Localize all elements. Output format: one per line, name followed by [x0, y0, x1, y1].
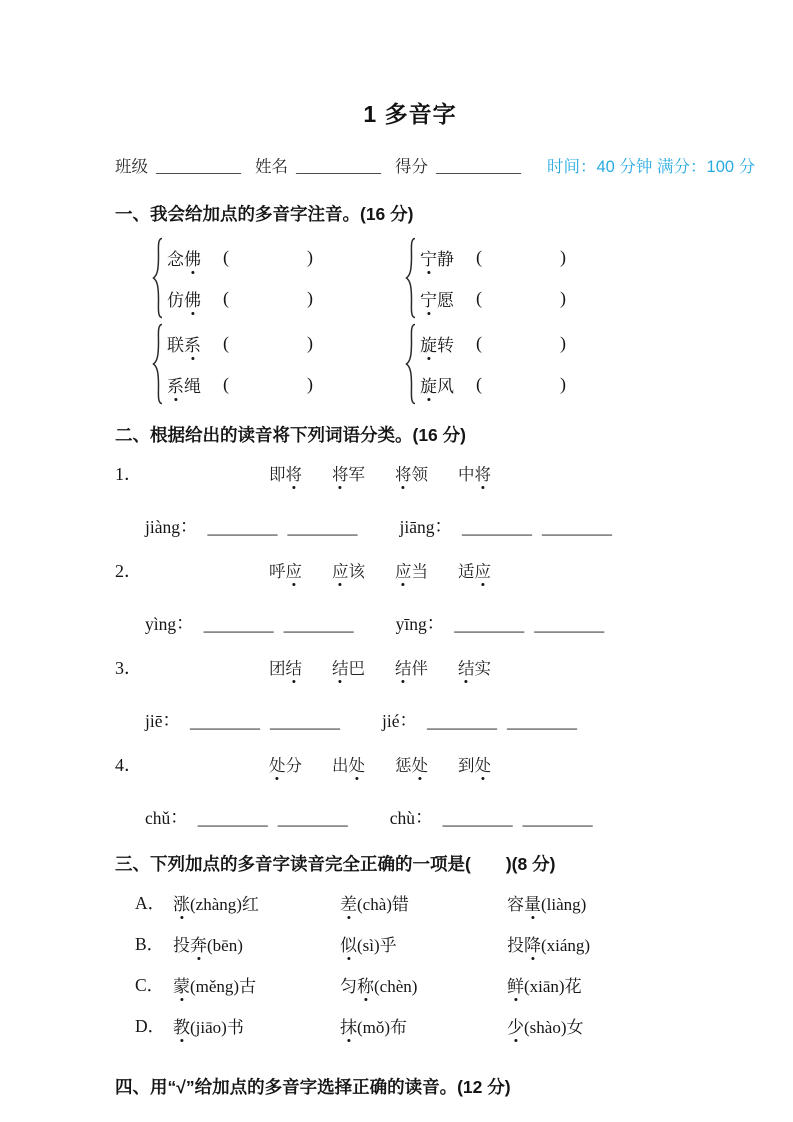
answer-blank: ________ [207, 517, 278, 537]
option-row-c [135, 964, 705, 1005]
dotted-char: 结 [458, 655, 475, 679]
option-item: 少(shào)女 [507, 1013, 583, 1038]
dotted-char: 宁 [420, 245, 437, 270]
dotted-char: 结 [286, 655, 303, 679]
answer-blank: ________ [534, 614, 605, 634]
pair-group [151, 236, 404, 320]
option-item: 涨(zhàng)红 [173, 890, 340, 915]
dotted-char: 系 [167, 372, 184, 397]
answer-paren-open: ( [476, 288, 482, 308]
colon: ： [415, 807, 433, 827]
item-number: 4． [115, 755, 142, 775]
dotted-char: 涨 [173, 890, 190, 915]
dotted-char: 佛 [184, 286, 201, 311]
pair-group [404, 322, 705, 406]
word-pair-row [420, 237, 566, 278]
option-row-d [135, 1005, 705, 1046]
word: 系绳 [167, 372, 223, 397]
answer-blank: ________ [270, 711, 340, 731]
brace-icon [404, 237, 418, 319]
word-pair-row [420, 323, 566, 364]
word-pair-row [167, 237, 313, 278]
pinyin-note: (chèn) [374, 977, 418, 996]
colon: ： [426, 613, 445, 633]
colon: ： [176, 613, 194, 633]
dotted-char: 差 [340, 890, 357, 915]
dotted-char: 蒙 [173, 972, 190, 997]
page-title: 1 多音字 [363, 101, 457, 127]
pinyin-label: jiàng [145, 517, 180, 537]
word: 应当 [395, 558, 428, 582]
word: 仿佛 [167, 286, 223, 311]
dotted-char: 应 [475, 558, 492, 582]
dotted-char: 应 [332, 558, 349, 582]
pinyin-answer-row [145, 804, 705, 829]
dotted-char: 应 [395, 558, 412, 582]
pair-group [151, 322, 404, 406]
colon: ： [170, 807, 188, 827]
pinyin-label: jié [382, 711, 400, 731]
dotted-char: 将 [395, 461, 412, 485]
option-item: 投降(xiáng) [507, 931, 590, 956]
dotted-char: 将 [475, 461, 492, 485]
pair-group [404, 236, 705, 320]
word: 念佛 [167, 245, 223, 270]
dotted-char: 处 [349, 752, 366, 776]
dotted-char: 将 [332, 461, 349, 485]
pinyin-note: (chà) [357, 895, 392, 914]
word: 到处 [458, 752, 491, 776]
pinyin-note: (zhàng) [190, 895, 242, 914]
answer-blank: ________ [462, 517, 532, 537]
dotted-char: 降 [524, 931, 541, 956]
answer-blank: ________ [277, 808, 348, 828]
class-blank: __________ [156, 157, 241, 176]
pinyin-label: jiāng [399, 517, 435, 537]
pinyin-note: (xiān) [524, 977, 565, 996]
answer-blank: ________ [427, 711, 497, 731]
pinyin-label: jiē [145, 711, 163, 731]
word-list-row [115, 455, 705, 491]
pinyin-answer-row [145, 707, 705, 732]
answer-paren-open: ( [223, 247, 229, 267]
brace-icon [404, 323, 418, 405]
word: 惩处 [395, 752, 428, 776]
classify-item [115, 552, 705, 635]
pinyin-answer-row [145, 610, 705, 635]
section1-pairs [151, 236, 705, 406]
answer-blank: ________ [442, 808, 513, 828]
word: 旋风 [420, 372, 476, 397]
answer-paren-open: ( [223, 374, 229, 394]
option-item: 抹(mǒ)布 [340, 1013, 507, 1038]
classify-item [115, 649, 705, 732]
option-letter: A． [135, 893, 166, 913]
pinyin-note: (bēn) [207, 936, 243, 955]
colon: ： [162, 710, 180, 730]
classify-item [115, 746, 705, 829]
colon: ： [180, 516, 198, 536]
answer-blank: ________ [454, 614, 525, 634]
pinyin-note: (měng) [190, 977, 240, 996]
word: 呼应 [269, 558, 302, 582]
word-pair-row [420, 364, 566, 405]
dotted-char: 将 [286, 461, 303, 485]
answer-paren-close: ) [560, 288, 566, 308]
word-pair-row [420, 278, 566, 319]
answer-paren-close: ) [560, 247, 566, 267]
option-item: 鲜(xiān)花 [507, 972, 582, 997]
dotted-char: 称 [357, 972, 374, 997]
answer-paren-close: ) [307, 333, 313, 353]
word: 处分 [269, 752, 302, 776]
section4-heading: 四、用“√”给加点的多音字选择正确的读音。(12 分) [115, 1077, 511, 1097]
pinyin-label: chù [389, 808, 416, 828]
dotted-char: 奔 [190, 931, 207, 956]
classify-item [115, 455, 705, 538]
option-row-a [135, 882, 705, 923]
option-item: 蒙(měng)古 [173, 972, 340, 997]
brace-icon [151, 323, 165, 405]
dotted-char: 抹 [340, 1013, 357, 1038]
answer-paren-close: ) [307, 374, 313, 394]
answer-paren-close: ) [307, 247, 313, 267]
option-row-b [135, 923, 705, 964]
section3-options [115, 882, 705, 1046]
word: 适应 [458, 558, 491, 582]
dotted-char: 旋 [420, 331, 437, 356]
answer-blank: ________ [190, 711, 260, 731]
dotted-char: 宁 [420, 286, 437, 311]
answer-paren-close: ) [560, 374, 566, 394]
student-info-line [115, 153, 756, 177]
answer-blank: ________ [203, 614, 274, 634]
answer-paren-close: ) [307, 288, 313, 308]
option-item: 差(chà)错 [340, 890, 507, 915]
word: 结实 [458, 655, 491, 679]
item-number: 2． [115, 561, 142, 581]
option-item: 容量(liàng) [507, 890, 586, 915]
word-pair-row [167, 364, 313, 405]
pinyin-note: (shào) [524, 1018, 567, 1037]
answer-blank: ________ [542, 517, 612, 537]
word-pair-row [167, 278, 313, 319]
option-item: 教(jiāo)书 [173, 1013, 340, 1038]
answer-paren-open: ( [223, 288, 229, 308]
word-list [269, 558, 491, 582]
word-list-row [115, 746, 705, 782]
answer-paren-open: ( [476, 247, 482, 267]
class-label: 班级 [115, 158, 148, 176]
answer-paren-open: ( [223, 333, 229, 353]
colon: ： [399, 710, 417, 730]
dotted-char: 佛 [184, 245, 201, 270]
dotted-char: 结 [395, 655, 412, 679]
answer-blank: ________ [283, 614, 354, 634]
answer-blank: ________ [287, 517, 358, 537]
word: 将军 [332, 461, 365, 485]
pinyin-label: chǔ [145, 808, 171, 828]
answer-blank: ________ [507, 711, 577, 731]
colon: ： [434, 516, 452, 536]
word: 结伴 [395, 655, 428, 679]
word: 结巴 [332, 655, 365, 679]
option-item: 似(sì)乎 [340, 931, 507, 956]
section1-heading: 一、我会给加点的多音字注音。(16 分) [115, 204, 414, 224]
word: 将领 [395, 461, 428, 485]
word: 宁愿 [420, 286, 476, 311]
answer-paren-open: ( [476, 333, 482, 353]
word: 中将 [458, 461, 491, 485]
dotted-char: 结 [332, 655, 349, 679]
name-label: 姓名 [255, 158, 288, 176]
option-item: 匀称(chèn) [340, 972, 507, 997]
word-pair-row [167, 323, 313, 364]
item-number: 1． [115, 464, 142, 484]
word: 联系 [167, 331, 223, 356]
answer-blank: ________ [522, 808, 593, 828]
dotted-char: 处 [475, 752, 492, 776]
dotted-char: 系 [184, 331, 201, 356]
time-fullscore-text: 时间：40 分钟 满分：100 分 [547, 158, 756, 176]
word-list [269, 461, 491, 485]
option-item: 投奔(bēn) [173, 931, 340, 956]
section2-heading: 二、根据给出的读音将下列词语分类。(16 分) [115, 425, 466, 445]
word-list-row [115, 552, 705, 588]
answer-blank: ________ [197, 808, 268, 828]
pinyin-label: yīng [395, 614, 427, 634]
pinyin-note: (mǒ) [357, 1018, 391, 1037]
score-blank: __________ [436, 157, 521, 176]
option-letter: B． [135, 934, 165, 954]
pinyin-note: (xiáng) [541, 936, 591, 955]
dotted-char: 处 [412, 752, 429, 776]
word: 宁静 [420, 245, 476, 270]
dotted-char: 量 [524, 890, 541, 915]
word-list [269, 655, 491, 679]
word: 旋转 [420, 331, 476, 356]
word-list [269, 752, 491, 776]
name-blank: __________ [296, 157, 381, 176]
section3-heading: 三、下列加点的多音字读音完全正确的一项是( )(8 分) [115, 854, 556, 874]
brace-icon [151, 237, 165, 319]
word: 团结 [269, 655, 302, 679]
word: 即将 [269, 461, 302, 485]
dotted-char: 似 [340, 931, 357, 956]
answer-paren-open: ( [476, 374, 482, 394]
word-list-row [115, 649, 705, 685]
pinyin-note: (sì) [357, 936, 380, 955]
word: 应该 [332, 558, 365, 582]
score-label: 得分 [395, 158, 428, 176]
dotted-char: 旋 [420, 372, 437, 397]
answer-paren-close: ) [560, 333, 566, 353]
pinyin-answer-row [145, 513, 705, 538]
pinyin-label: yìng [145, 614, 177, 634]
word: 出处 [332, 752, 365, 776]
item-number: 3． [115, 658, 142, 678]
dotted-char: 处 [269, 752, 286, 776]
dotted-char: 鲜 [507, 972, 524, 997]
option-letter: C． [135, 975, 165, 995]
dotted-char: 教 [173, 1013, 190, 1038]
dotted-char: 少 [507, 1013, 524, 1038]
pinyin-note: (jiāo) [190, 1018, 227, 1037]
dotted-char: 应 [286, 558, 303, 582]
pinyin-note: (liàng) [541, 895, 587, 914]
option-letter: D． [135, 1016, 166, 1036]
